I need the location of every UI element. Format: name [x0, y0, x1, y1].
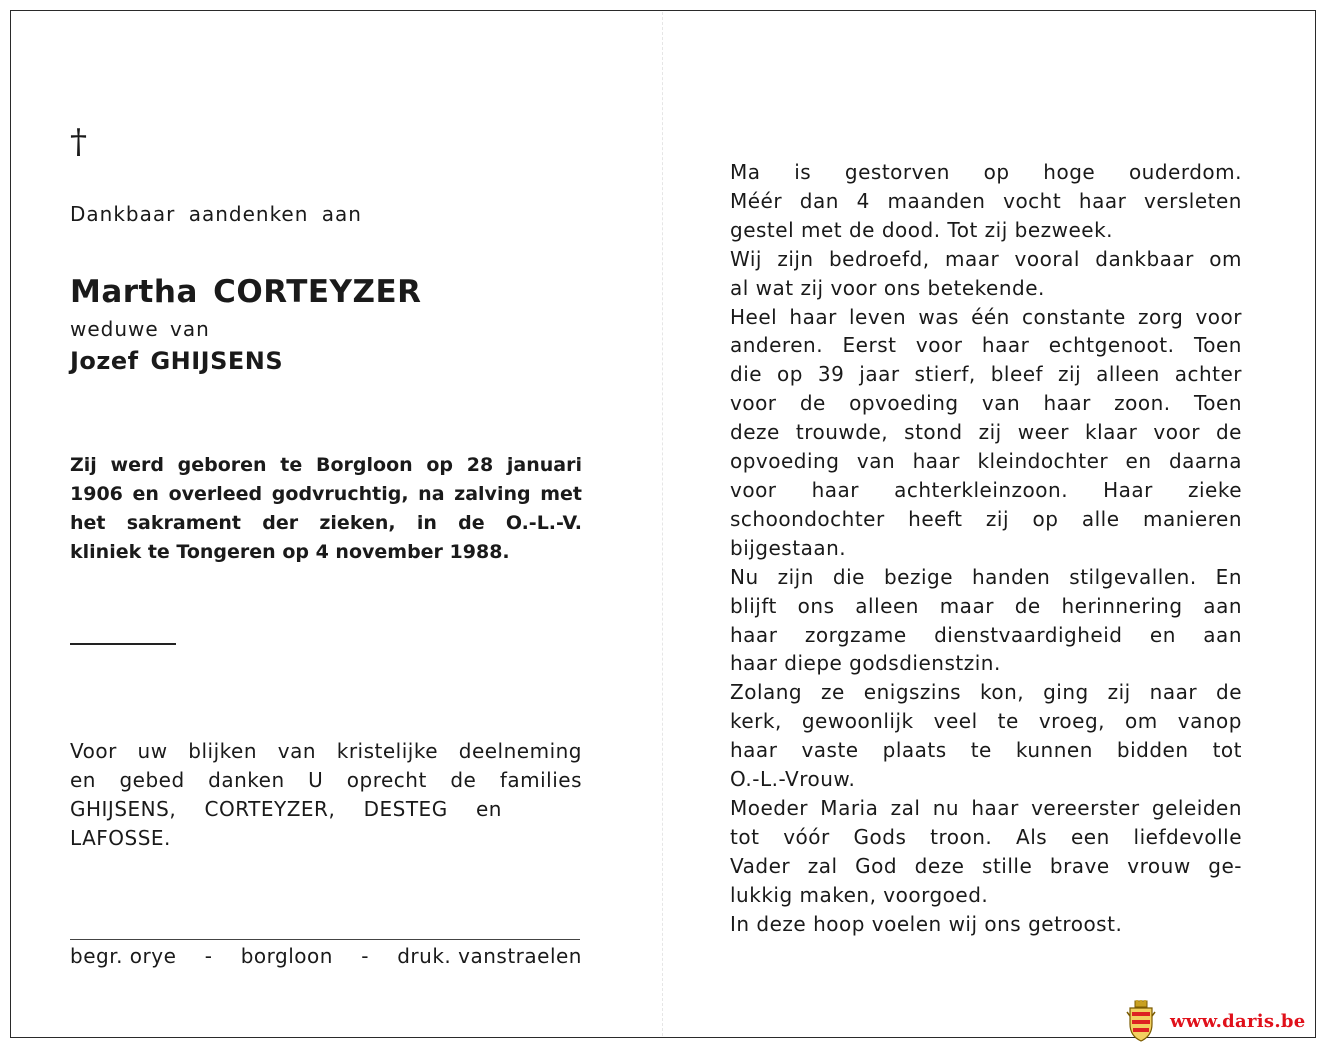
text-line: schoondochter heeft zij op alle manieren	[730, 506, 1242, 531]
text-line: lukkig maken, voorgoed.	[730, 882, 989, 907]
bio-line: kliniek te Tongeren op 4 november 1988.	[70, 541, 510, 563]
right-panel	[730, 158, 1242, 938]
watermark[interactable]	[1126, 1000, 1306, 1042]
short-divider	[70, 643, 176, 645]
text-line: kerk, gewoonlijk veel te vroeg, om vanop	[730, 709, 1242, 734]
footer-divider	[70, 939, 580, 940]
text-line: Nu zijn die bezige handen stilgevallen. En	[730, 564, 1242, 589]
spouse-name: Jozef GHIJSENS	[70, 347, 284, 375]
bio-line: Zij werd geboren te Borgloon op 28 januari	[70, 454, 582, 476]
text-line: haar zorgzame dienstvaardigheid en aan	[730, 622, 1242, 647]
text-line: Zolang ze enigszins kon, ging zij naar de	[730, 680, 1242, 705]
ack-line: GHIJSENS, CORTEYZER, DESTEG en	[70, 797, 502, 821]
separator: -	[361, 944, 369, 968]
text-line: Wij zijn bedroefd, maar vooral dankbaar om	[730, 246, 1242, 271]
text-line: bijgestaan.	[730, 535, 847, 560]
text-line: opvoeding van haar kleindochter en daarna	[730, 449, 1242, 474]
text-line: Heel haar leven was één constante zorg voor	[730, 304, 1242, 329]
text-line: tot vóór Gods troon. Als een liefdevolle	[730, 824, 1242, 849]
text-line: al wat zij voor ons betekende.	[730, 275, 1045, 300]
text-line: voor de opvoeding van haar zoon. Toen	[730, 391, 1242, 416]
text-line: O.-L.-Vrouw.	[730, 767, 856, 792]
text-line: anderen. Eerst voor haar echtgenoot. Toen	[730, 333, 1242, 358]
ack-line: LAFOSSE.	[70, 826, 171, 850]
widow-of-label: weduwe van	[70, 317, 210, 341]
text-line: haar vaste plaats te kunnen bidden tot	[730, 738, 1242, 763]
printer-credit	[70, 944, 582, 968]
ack-line: en gebed danken U oprecht de families	[70, 768, 582, 792]
crest-icon	[1126, 1000, 1156, 1042]
text-line: deze trouwde, stond zij weer klaar voor de	[730, 420, 1242, 445]
text-line: die op 39 jaar stierf, bleef zij alleen achter	[730, 362, 1242, 387]
cross-icon: †	[70, 122, 87, 162]
biography	[70, 451, 582, 567]
text-line: In deze hoop voelen wij ons getroost.	[730, 911, 1123, 936]
town-text: borgloon	[240, 944, 333, 968]
watermark-url[interactable]: www.daris.be	[1170, 1010, 1306, 1032]
undertaker-text: begr. orye	[70, 944, 177, 968]
text-line: gestel met de dood. Tot zij bezweek.	[730, 217, 1114, 242]
text-line: Méér dan 4 maanden vocht haar versleten	[730, 188, 1242, 213]
text-line: Moeder Maria zal nu haar vereerster geleiden	[730, 795, 1242, 820]
bio-line: het sakrament der zieken, in de O.-L.-V.	[70, 512, 582, 534]
bio-line: 1906 en overleed godvruchtig, na zalving met	[70, 483, 582, 505]
fold-line	[662, 12, 663, 1036]
printer-text: druk. vanstraelen	[397, 944, 582, 968]
acknowledgement	[70, 737, 582, 853]
ack-line: Voor uw blijken van kristelijke deelneming	[70, 739, 582, 763]
deceased-name: Martha CORTEYZER	[70, 274, 422, 310]
text-line: blijft ons alleen maar de herinnering aan	[730, 593, 1242, 618]
text-line: haar diepe godsdienstzin.	[730, 651, 1001, 676]
separator: -	[204, 944, 213, 968]
text-line: voor haar achterkleinzoon. Haar zieke	[730, 477, 1242, 502]
thanks-line: Dankbaar aandenken aan	[70, 202, 362, 226]
text-line: Vader zal God deze stille brave vrouw ge-	[730, 853, 1242, 878]
text-line: Ma is gestorven op hoge ouderdom.	[730, 160, 1242, 184]
